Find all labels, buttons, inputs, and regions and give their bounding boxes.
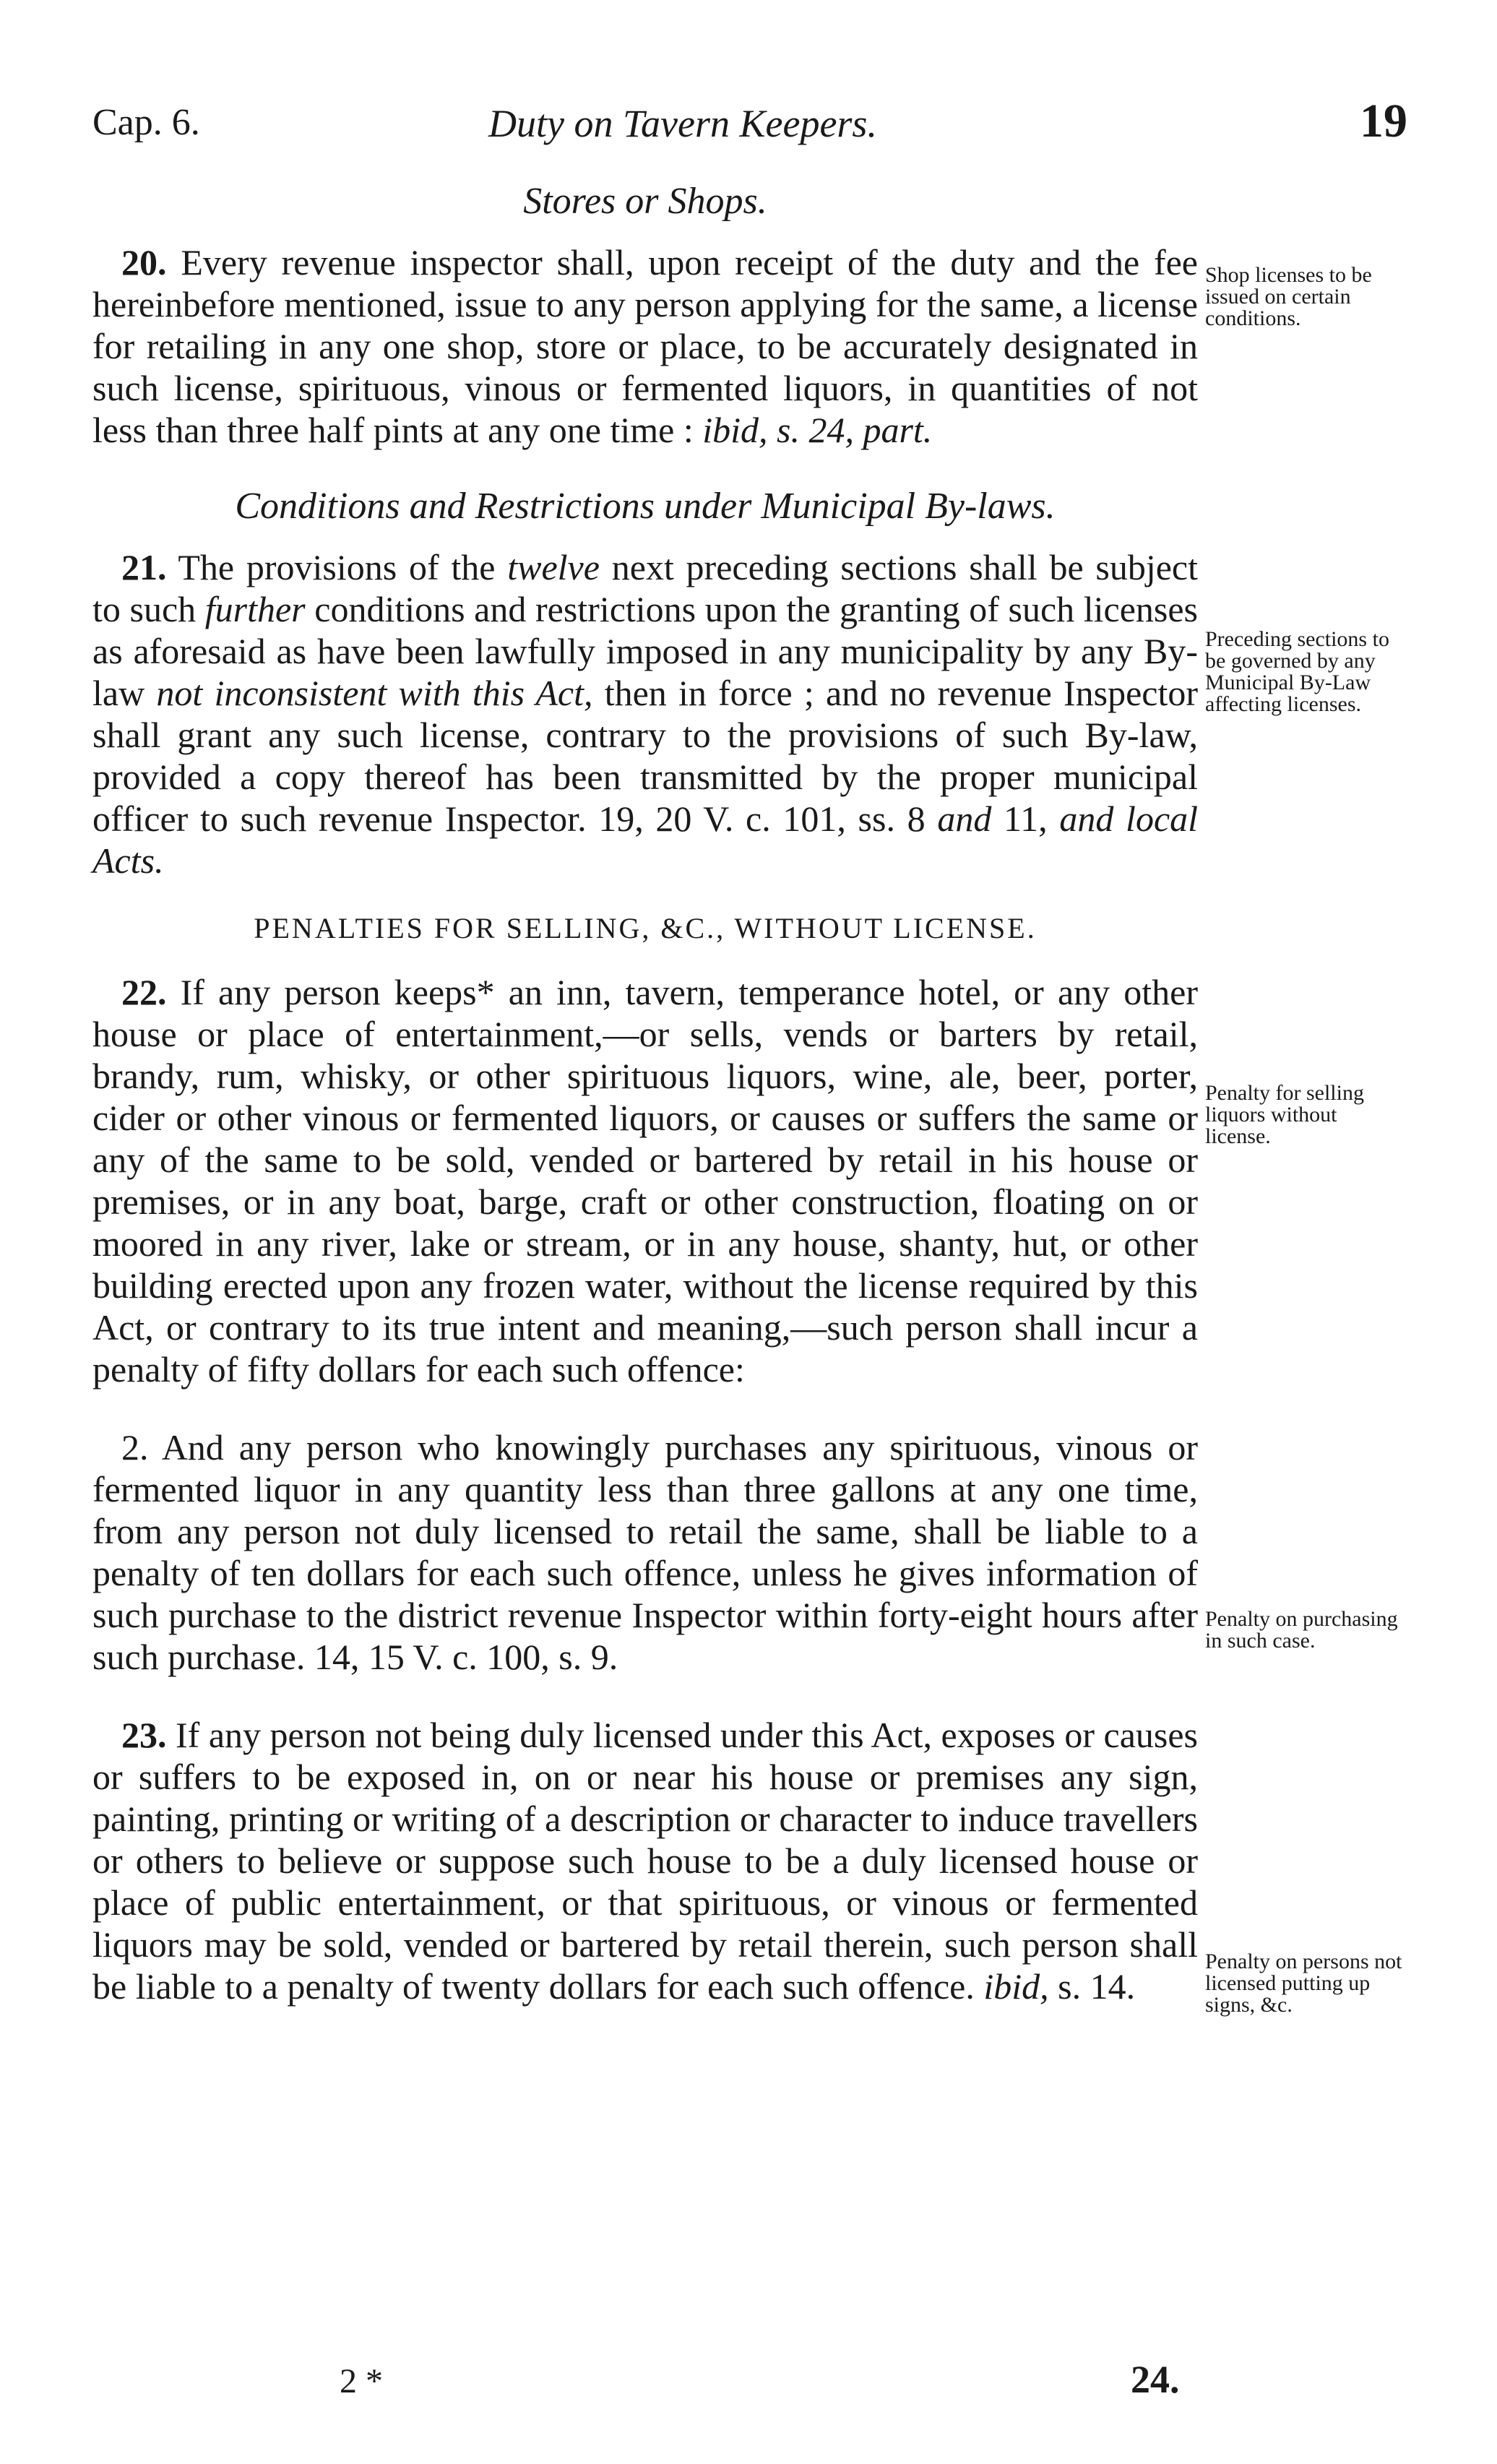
penalties-heading: PENALTIES FOR SELLING, &C., WITHOUT LICENSE.: [254, 912, 1037, 944]
section-21-text-c: conditions and restrictions upon the granting of such licenses as aforesaid as have been lawfully imposed in any municipality by any By-law: [92, 589, 1199, 713]
section-23-number: 23.: [121, 1715, 167, 1755]
section-20-number: 20.: [121, 242, 167, 283]
main-text-column: [92, 181, 1198, 2007]
page-number: 19: [1360, 95, 1407, 147]
section-22-subsection-2: 2. And any person who knowingly purchases any spirituous, vinous or fermented liquor in any quantity less than three gallons at any one time, from any person not duly licensed to retail the same, shall be liable to a penalty of ten dollars for each such offence, unless he gives information of such purchase to the district revenue Inspector within forty-eight hours after such purchase. 14, 15 V. c. 100, s. 9.: [92, 1427, 1198, 1677]
section-23: [92, 1714, 1198, 2007]
section-21-emphasis-2: further: [204, 589, 306, 629]
section-20: [92, 241, 1198, 451]
section-21-text-e: 11,: [1004, 798, 1048, 839]
section-20-text: Every revenue inspector shall, upon receipt of the duty and the fee hereinbefore mentioned, issue to any person applying for the same, a license for retailing in any one shop, store or place, to be accurately designated in such license, spirituous, vinous or fermented liquors, in quantities of not less than three half pints at any one time :: [92, 242, 1198, 450]
page-header: [92, 94, 1407, 159]
chapter-label: Cap. 6.: [92, 102, 200, 143]
signature-mark: 2 *: [340, 2362, 383, 2400]
section-22-number: 22.: [121, 972, 167, 1012]
section-22-text: If any person keeps* an inn, tavern, temperance hotel, or any other house or place of entertainment,—or sells, vends or barters by retail, brandy, rum, whisky, or other spirituous liquors, wine, ale, beer, porter, cider or other vinous or fermented liquors, or causes or suffers the same or any of the same to be sold, vended or bartered by retail in his house or premises, or in any boat, barge, craft or other construction, floating on or moored in any river, lake or stream, or in any house, shanty, hut, or other building erected upon any frozen water, without the license required by this Act, or contrary to its true intent and meaning,—such person shall incur a penalty of fifty dollars for each such offence:: [92, 972, 1198, 1390]
section-21-emphasis-5: and local Acts.: [92, 798, 1199, 881]
margin-note-21: Preceding sections to be governed by any Municipal By-Law affecting licenses.: [1205, 627, 1389, 716]
section-21-text-b: next preceding sections shall be subject to such: [92, 547, 1199, 629]
section-22: [92, 971, 1198, 1390]
section-21-text-a: The provisions of the: [178, 547, 496, 587]
section-23-citation: ibid,: [983, 1966, 1049, 2007]
section-21-text-d: then in force ; and no revenue Inspector shall grant any such license, contrary to the provisions of such By-law, provided a copy thereof has been transmitted by the proper municipal officer to such revenue Inspector. 19, 20 V. c. 101, ss. 8: [92, 673, 1198, 839]
section-21-emphasis-1: twelve: [507, 547, 600, 587]
margin-note-22: Penalty for selling liquors without license.: [1205, 1081, 1364, 1148]
running-title: Duty on Tavern Keepers.: [488, 102, 877, 145]
section-20-citation: ibid, s. 24, part.: [702, 410, 933, 450]
conditions-heading: Conditions and Restrictions under Municipal By-laws.: [235, 486, 1056, 527]
section-23-text: If any person not being duly licensed under this Act, exposes or causes or suffers to be exposed in, on or near his house or premises any sign, painting, printing or writing of a description or character to induce travellers or others to believe or suppose such house to be a duly licensed house or place of public entertainment, or that spirituous, or vinous or fermented liquors may be sold, vended or bartered by retail therein, such person shall be liable to a penalty of twenty dollars for each such offence.: [92, 1715, 1199, 2007]
section-21-emphasis-3: not inconsistent with this Act,: [156, 673, 593, 713]
margin-note-20: Shop licenses to be issued on certain conditions.: [1205, 263, 1372, 330]
margin-note-23: Penalty on persons not licensed putting up signs, &c.: [1205, 1950, 1402, 2017]
catchword: 24.: [1131, 2358, 1180, 2401]
section-23-citation-section: s. 14.: [1058, 1966, 1136, 2007]
stores-heading: Stores or Shops.: [523, 181, 767, 222]
section-21-emphasis-4: and: [937, 798, 992, 839]
section-21: [92, 546, 1198, 882]
section-21-number: 21.: [121, 547, 167, 587]
margin-note-22-2: Penalty on purchasing in such case.: [1205, 1607, 1398, 1653]
